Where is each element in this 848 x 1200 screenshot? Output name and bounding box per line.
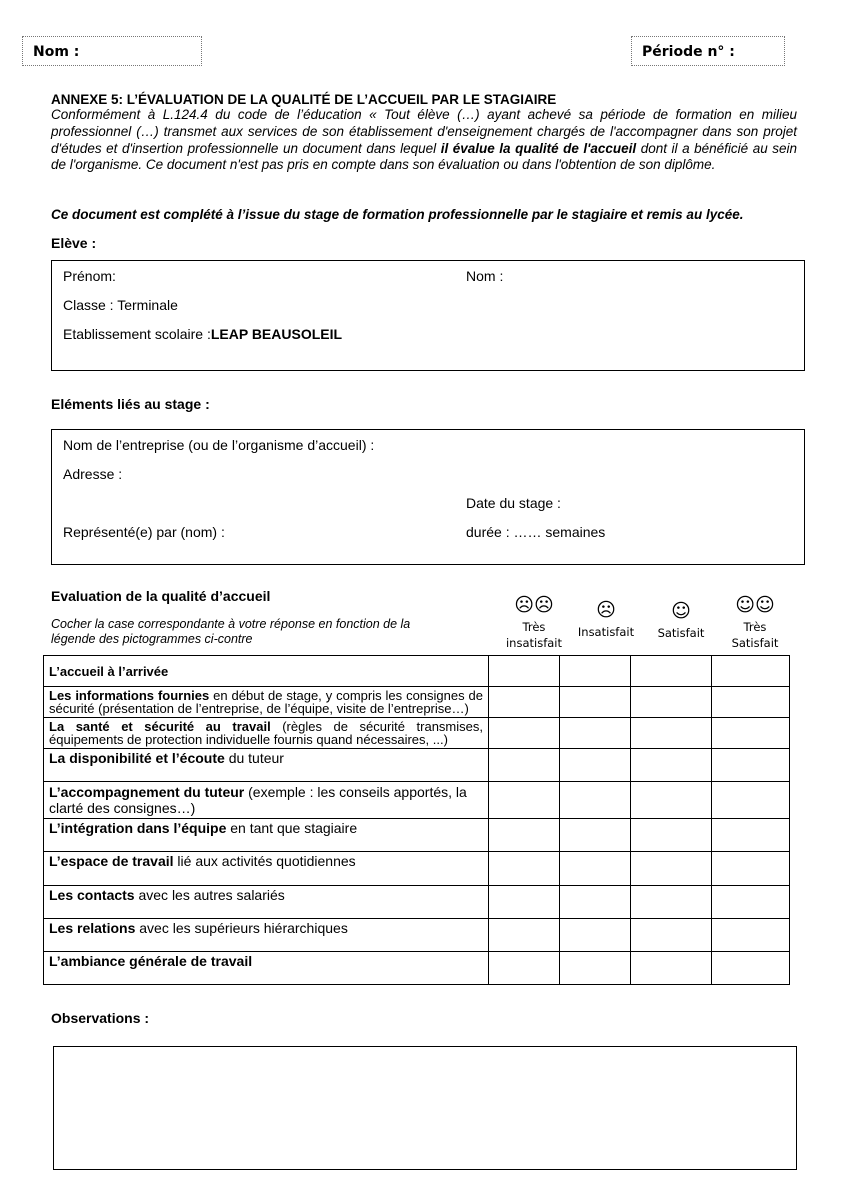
criterion-cell: L’accompagnement du tuteur (exemple : les conseils apportés, la clarté des consignes…) xyxy=(44,782,489,819)
rating-insatisfait xyxy=(566,600,646,640)
date-stage-field[interactable]: Date du stage : xyxy=(466,495,561,511)
completion-note: Ce document est complété à l’issue du stage de formation professionnelle par le stagiaire et remis au lycée. xyxy=(51,207,744,222)
checkbox-tres-satisfait[interactable] xyxy=(712,656,790,687)
table-row xyxy=(44,852,790,886)
entreprise-field[interactable]: Nom de l’entreprise (ou de l’organisme d’accueil) : xyxy=(63,437,375,453)
table-row xyxy=(44,919,790,952)
checkbox-tres-satisfait[interactable] xyxy=(712,687,790,718)
checkbox-tres-insatisfait[interactable] xyxy=(489,656,560,687)
adresse-field[interactable]: Adresse : xyxy=(63,466,123,482)
evaluation-table xyxy=(43,655,790,985)
criterion-cell: L’accueil à l’arrivée xyxy=(44,656,489,687)
two-sad-faces-icon: ☹☹ xyxy=(514,594,554,616)
checkbox-tres-satisfait[interactable] xyxy=(712,749,790,782)
rating-label-line1: Satisfait xyxy=(657,626,705,640)
checkbox-insatisfait[interactable] xyxy=(560,656,631,687)
classe-field: Classe : Terminale xyxy=(63,297,178,313)
checkbox-insatisfait[interactable] xyxy=(560,718,631,749)
table-row xyxy=(44,819,790,852)
checkbox-insatisfait[interactable] xyxy=(560,886,631,919)
checkbox-tres-satisfait[interactable] xyxy=(712,782,790,819)
table-row xyxy=(44,782,790,819)
checkbox-tres-satisfait[interactable] xyxy=(712,919,790,952)
checkbox-tres-insatisfait[interactable] xyxy=(489,819,560,852)
checkbox-insatisfait[interactable] xyxy=(560,952,631,985)
checkbox-satisfait[interactable] xyxy=(631,687,712,718)
checkbox-tres-satisfait[interactable] xyxy=(712,952,790,985)
checkbox-tres-satisfait[interactable] xyxy=(712,886,790,919)
stage-box xyxy=(51,429,805,565)
rating-label-line1: Très xyxy=(743,620,767,634)
rating-satisfait xyxy=(641,601,721,641)
criterion-cell: Les contacts avec les autres salariés xyxy=(44,886,489,919)
etablissement-value: LEAP BEAUSOLEIL xyxy=(210,326,343,342)
smiley-face-icon: ☺ xyxy=(671,600,691,622)
checkbox-tres-insatisfait[interactable] xyxy=(489,749,560,782)
nom-field[interactable] xyxy=(22,36,202,66)
nom-label: Nom : xyxy=(33,44,80,60)
table-row xyxy=(44,687,790,718)
criterion-cell: La santé et sécurité au travail (règles de sécurité transmises, équipements de protection individuelle fournis quand nécessaires, ...) xyxy=(44,718,489,749)
criterion-cell: L’espace de travail lié aux activités quotidiennes xyxy=(44,852,489,886)
checkbox-tres-insatisfait[interactable] xyxy=(489,718,560,749)
observations-box[interactable] xyxy=(53,1046,797,1170)
criterion-cell: Les informations fournies en début de stage, y compris les consignes de sécurité (présentation de l’entreprise, de l’équipe, visite de l’entreprise…) xyxy=(44,687,489,718)
evaluation-title: Evaluation de la qualité d’accueil xyxy=(51,588,271,604)
checkbox-tres-insatisfait[interactable] xyxy=(489,919,560,952)
periode-label: Période n° : xyxy=(642,44,735,60)
checkbox-insatisfait[interactable] xyxy=(560,852,631,886)
checkbox-insatisfait[interactable] xyxy=(560,687,631,718)
checkbox-tres-satisfait[interactable] xyxy=(712,852,790,886)
prenom-field[interactable]: Prénom: xyxy=(63,268,116,284)
rating-tres-satisfait xyxy=(715,595,795,651)
eleve-box xyxy=(51,260,805,371)
intro-text-1: Conformément à L.124.4 du code de l’éducation « Tout élève (…) ayant achevé sa période de formation en milieu professionnel (…) transmet aux services de son établissement d'enseignement chargés de l'accompagner dans son projet d'études et d'insertion professionnelle un document dans lequel xyxy=(51,107,797,156)
periode-field[interactable] xyxy=(631,36,785,66)
intro-text-bold: il évalue la qualité de l'accueil xyxy=(440,140,637,156)
table-row xyxy=(44,886,790,919)
checkbox-tres-insatisfait[interactable] xyxy=(489,952,560,985)
table-row xyxy=(44,749,790,782)
table-row xyxy=(44,952,790,985)
checkbox-satisfait[interactable] xyxy=(631,749,712,782)
intro-text-2: dont il a bénéficié au sein de l'organisme. Ce document n'est pas pris en compte dans son évaluation ou dans l'obtention de son diplôme. xyxy=(51,140,798,173)
eleve-section-title: Elève : xyxy=(51,235,97,251)
annexe-title: ANNEXE 5: L’ÉVALUATION DE LA QUALITÉ DE L’ACCUEIL PAR LE STAGIAIRE xyxy=(51,92,557,107)
criterion-cell: L’intégration dans l’équipe en tant que stagiaire xyxy=(44,819,489,852)
checkbox-insatisfait[interactable] xyxy=(560,749,631,782)
rating-label-line1: Très xyxy=(522,620,546,634)
etablissement-label: Etablissement scolaire : xyxy=(63,326,211,342)
eleve-nom-field[interactable]: Nom : xyxy=(466,268,504,284)
checkbox-satisfait[interactable] xyxy=(631,852,712,886)
criterion-cell: La disponibilité et l’écoute du tuteur xyxy=(44,749,489,782)
criterion-cell: Les relations avec les supérieurs hiérarchiques xyxy=(44,919,489,952)
checkbox-tres-insatisfait[interactable] xyxy=(489,852,560,886)
checkbox-insatisfait[interactable] xyxy=(560,919,631,952)
checkbox-satisfait[interactable] xyxy=(631,782,712,819)
represente-field[interactable]: Représenté(e) par (nom) : xyxy=(63,524,225,540)
table-row xyxy=(44,656,790,687)
criterion-cell: L’ambiance générale de travail xyxy=(44,952,489,985)
rating-label-line2: Satisfait xyxy=(731,636,779,650)
checkbox-satisfait[interactable] xyxy=(631,656,712,687)
checkbox-satisfait[interactable] xyxy=(631,919,712,952)
rating-tres-insatisfait xyxy=(494,595,574,651)
checkbox-satisfait[interactable] xyxy=(631,952,712,985)
checkbox-insatisfait[interactable] xyxy=(560,782,631,819)
checkbox-satisfait[interactable] xyxy=(631,819,712,852)
two-smiley-faces-icon: ☺☺ xyxy=(735,594,775,616)
rating-label-line1: Insatisfait xyxy=(577,625,635,639)
duree-field[interactable]: durée : …… semaines xyxy=(466,524,606,540)
checkbox-tres-insatisfait[interactable] xyxy=(489,687,560,718)
checkbox-insatisfait[interactable] xyxy=(560,819,631,852)
stage-section-title: Eléments liés au stage : xyxy=(51,396,210,412)
checkbox-satisfait[interactable] xyxy=(631,886,712,919)
checkbox-tres-satisfait[interactable] xyxy=(712,819,790,852)
rating-label-line2: insatisfait xyxy=(505,636,563,650)
checkbox-satisfait[interactable] xyxy=(631,718,712,749)
table-row xyxy=(44,718,790,749)
sad-face-icon: ☹ xyxy=(596,599,616,621)
checkbox-tres-insatisfait[interactable] xyxy=(489,886,560,919)
checkbox-tres-insatisfait[interactable] xyxy=(489,782,560,819)
checkbox-tres-satisfait[interactable] xyxy=(712,718,790,749)
observations-title: Observations : xyxy=(51,1010,150,1026)
etablissement-field xyxy=(63,326,342,342)
evaluation-hint: Cocher la case correspondante à votre réponse en fonction de la légende des pictogrammes ci-contre xyxy=(51,617,411,646)
annexe-intro xyxy=(51,107,797,174)
